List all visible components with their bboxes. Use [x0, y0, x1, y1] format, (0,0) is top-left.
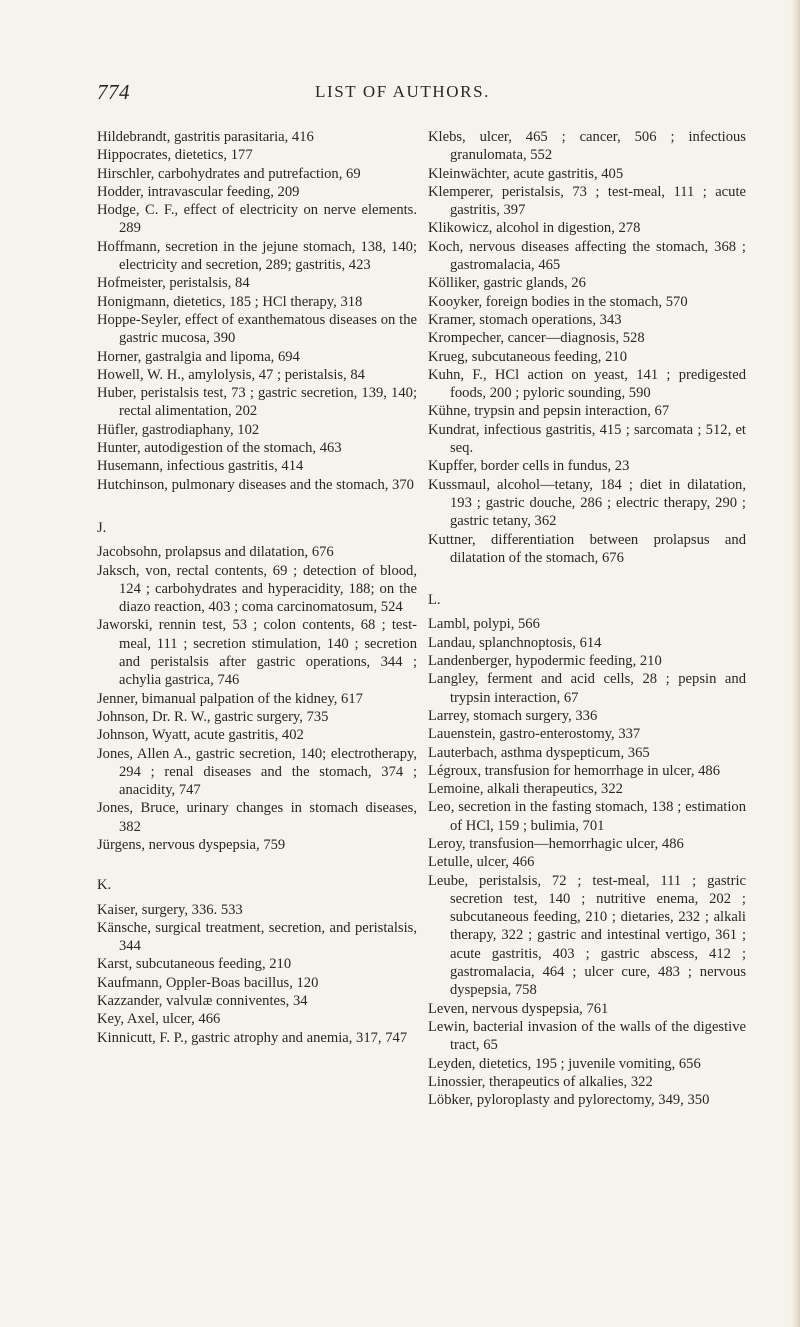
page-edge-shadow — [791, 0, 800, 1327]
index-entry: Hutchinson, pulmonary diseases and the stomach, 370 — [97, 476, 414, 493]
index-entry: Leo, secretion in the fasting stomach, 138 ; estimation of HCl, 159 ; bulimia, 701 — [428, 799, 746, 834]
index-entry: Kuttner, differentiation between prolapsus and dilatation of the stomach, 676 — [428, 531, 746, 566]
index-entry: Husemann, infectious gastritis, 414 — [97, 458, 304, 475]
section-letter-l: L. — [428, 592, 441, 609]
entries-j — [97, 543, 417, 854]
index-entry: Känsche, surgical treatment, secretion, and peristalsis, 344 — [97, 919, 417, 955]
index-entry: Key, Axel, ulcer, 466 — [97, 1011, 221, 1028]
page-number: 774 — [97, 80, 130, 104]
index-entry: Jenner, bimanual palpation of the kidney, 617 — [97, 690, 363, 707]
index-entry: Hofmeister, peristalsis, 84 — [97, 275, 250, 292]
section-letter-j: J. — [97, 519, 107, 536]
index-entry: Kinnicutt, F. P., gastric atrophy and anemia, 317, 747 — [97, 1029, 408, 1046]
index-entry: Hodge, C. F., effect of electricity on nerve elements. 289 — [97, 202, 417, 237]
index-entry: Kramer, stomach operations, 343 — [428, 311, 622, 328]
section-letter-k: K. — [97, 877, 112, 894]
index-entry: Hüfler, gastrodiaphany, 102 — [97, 421, 260, 438]
index-entry: Jürgens, nervous dyspepsia, 759 — [97, 836, 286, 853]
index-entry: Kundrat, infectious gastritis, 415 ; sarcomata ; 512, et seq. — [428, 421, 746, 457]
index-entry: Leroy, transfusion—hemorrhagic ulcer, 486 — [428, 835, 684, 852]
index-entry: Kooyker, foreign bodies in the stomach, 570 — [428, 293, 688, 310]
index-entry: Johnson, Wyatt, acute gastritis, 402 — [97, 727, 304, 744]
index-entry: Jones, Bruce, urinary changes in stomach diseases, 382 — [97, 800, 417, 835]
index-entry: Honigmann, dietetics, 185 ; HCl therapy, 318 — [97, 293, 363, 310]
index-entry: Löbker, pyloroplasty and pylorectomy, 349, 350 — [428, 1092, 710, 1109]
index-entry: Hippocrates, dietetics, 177 — [97, 147, 253, 164]
index-entry: Lambl, polypi, 566 — [428, 616, 540, 633]
index-entry: Jaksch, von, rectal contents, 69 ; detection of blood, 124 ; carbohydrates and hyperacidity, 188; on the diazo reaction, 403 ; coma carcinomatosum, 524 — [97, 562, 417, 616]
index-entry: Kleinwächter, acute gastritis, 405 — [428, 165, 624, 182]
running-title: LIST OF AUTHORS. — [315, 82, 491, 101]
index-entry: Landenberger, hypodermic feeding, 210 — [428, 653, 662, 670]
index-entry: Krueg, subcutaneous feeding, 210 — [428, 348, 627, 365]
index-entry: Kazzander, valvulæ conniventes, 34 — [97, 993, 308, 1010]
index-entry: Hirschler, carbohydrates and putrefaction, 69 — [97, 165, 361, 182]
index-entry: Lauterbach, asthma dyspepticum, 365 — [428, 744, 650, 761]
index-entry: Lemoine, alkali therapeutics, 322 — [428, 781, 623, 798]
index-entry: Johnson, Dr. R. W., gastric surgery, 735 — [97, 708, 329, 725]
index-entry: Hoffmann, secretion in the jejune stomach, 138, 140; electricity and secretion, 289; gastritis, 423 — [97, 238, 417, 274]
index-entry: Horner, gastralgia and lipoma, 694 — [97, 348, 300, 365]
index-entry: Kaiser, surgery, 336. 533 — [97, 901, 243, 918]
index-entry: Hoppe-Seyler, effect of exanthematous diseases on the gastric mucosa, 390 — [97, 311, 417, 347]
index-entry: Krompecher, cancer—diagnosis, 528 — [428, 330, 645, 347]
index-entry: Légroux, transfusion for hemorrhage in ulcer, 486 — [428, 762, 721, 779]
entries-k-left — [97, 901, 417, 1047]
index-entry: Letulle, ulcer, 466 — [428, 854, 535, 871]
index-entry: Kupffer, border cells in fundus, 23 — [428, 458, 630, 475]
index-entry: Lewin, bacterial invasion of the walls of the digestive tract, 65 — [428, 1018, 746, 1054]
index-entry: Karst, subcutaneous feeding, 210 — [97, 956, 292, 973]
index-entry: Linossier, therapeutics of alkalies, 322 — [428, 1073, 653, 1090]
index-entry: Kuhn, F., HCl action on yeast, 141 ; predigested foods, 200 ; pyloric sounding, 590 — [428, 366, 746, 402]
index-entry: Kühne, trypsin and pepsin interaction, 67 — [428, 403, 670, 420]
index-entry: Huber, peristalsis test, 73 ; gastric secretion, 139, 140; rectal alimentation, 202 — [97, 385, 417, 420]
index-entry: Larrey, stomach surgery, 336 — [428, 707, 598, 724]
index-entry: Howell, W. H., amylolysis, 47 ; peristalsis, 84 — [97, 366, 365, 383]
index-entry: Kölliker, gastric glands, 26 — [428, 275, 586, 292]
left-column — [97, 128, 417, 1047]
right-column — [428, 128, 746, 1109]
index-entry: Kaufmann, Oppler-Boas bacillus, 120 — [97, 974, 319, 991]
index-entry: Jacobsohn, prolapsus and dilatation, 676 — [97, 544, 334, 561]
index-entry: Kussmaul, alcohol—tetany, 184 ; diet in dilatation, 193 ; gastric douche, 286 ; electric therapy, 290 ; gastric tetany, 362 — [428, 476, 746, 530]
index-entry: Hunter, autodigestion of the stomach, 463 — [97, 440, 342, 457]
entries-h — [97, 128, 417, 494]
index-entry: Lauenstein, gastro-enterostomy, 337 — [428, 726, 641, 743]
index-entry: Jaworski, rennin test, 53 ; colon contents, 68 ; test-meal, 111 ; secretion stimulation, 140 ; secretion and peristalsis after gastric operations, 344 ; achylia gastrica, 746 — [97, 617, 417, 689]
entries-l — [428, 615, 746, 1109]
index-entry: Leyden, dietetics, 195 ; juvenile vomiting, 656 — [428, 1055, 701, 1072]
index-entry: Landau, splanchnoptosis, 614 — [428, 634, 602, 651]
index-entry: Koch, nervous diseases affecting the stomach, 368 ; gastromalacia, 465 — [428, 238, 746, 274]
index-entry: Leven, nervous dyspepsia, 761 — [428, 1000, 609, 1017]
index-entry: Leube, peristalsis, 72 ; test-meal, 111 ; gastric secretion test, 140 ; nutritive enema, 202 ; subcutaneous feeding, 210 ; dietaries, 232 ; alkali therapy, 322 ; gastric and intestinal vertigo, 361 ; acute gastritis, 403 ; gastric abscess, 412 ; gastromalacia, 464 ; ulcer cure, 483 ; nervous dyspepsia, 758 — [428, 872, 746, 999]
index-entry: Klemperer, peristalsis, 73 ; test-meal, 111 ; acute gastritis, 397 — [428, 183, 746, 219]
entries-k-right — [428, 128, 746, 567]
index-entry: Hildebrandt, gastritis parasitaria, 416 — [97, 129, 314, 145]
index-entry: Klikowicz, alcohol in digestion, 278 — [428, 220, 641, 237]
index-entry: Jones, Allen A., gastric secretion, 140; electrotherapy, 294 ; renal diseases and the stomach, 374 ; anacidity, 747 — [97, 745, 417, 799]
index-entry: Klebs, ulcer, 465 ; cancer, 506 ; infectious granulomata, 552 — [428, 129, 746, 164]
index-entry: Langley, ferment and acid cells, 28 ; pepsin and trypsin interaction, 67 — [428, 671, 746, 706]
page-header — [97, 80, 692, 110]
index-entry: Hodder, intravascular feeding, 209 — [97, 183, 300, 200]
